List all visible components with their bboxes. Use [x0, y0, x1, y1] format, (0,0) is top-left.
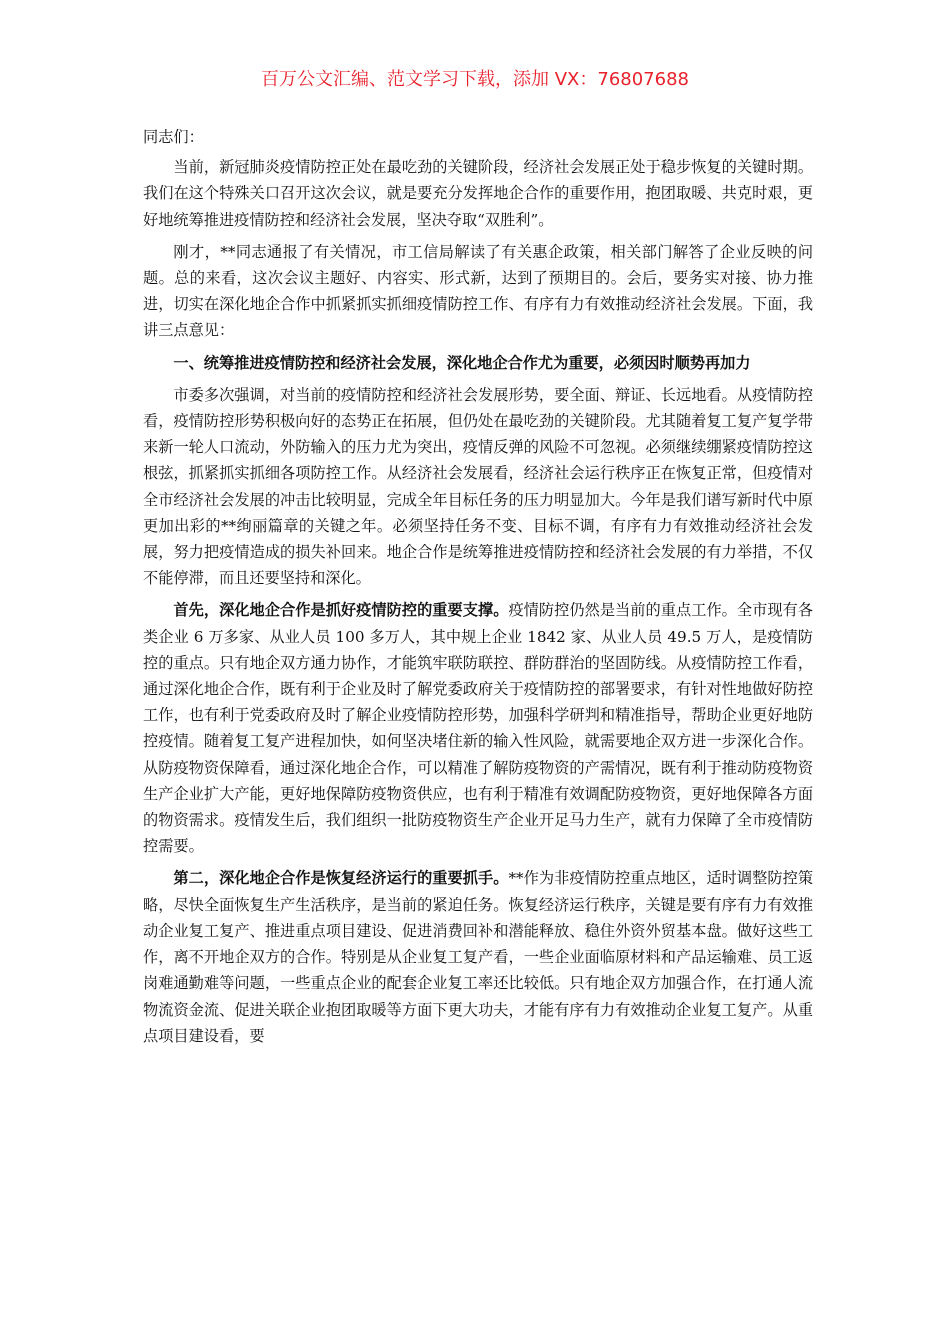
- paragraph-summary: 刚才，**同志通报了有关情况，市工信局解读了有关惠企政策，相关部门解答了企业反映的问题。总的来看，这次会议主题好、内容实、形式新，达到了预期目的。会后，要务实对接、协力推进，切实在深化地企合作中抓紧抓实抓细疫情防控工作、有序有力有效推动经济社会发展。下面，我讲三点意见：: [143, 242, 813, 340]
- point1-paragraph: [143, 597, 813, 859]
- salutation: 同志们：: [143, 128, 204, 146]
- point1-lead: 首先，深化地企合作是抓好疫情防控的重要支撑。: [173, 601, 509, 620]
- point2-text: **作为非疫情防控重点地区，适时调整防控策略，尽快全面恢复生产生活秩序，是当前的紧迫任务。恢复经济运行秩序，关键是要有序有力有效推动企业复工复产、推进重点项目建设、促进消费回补和潜能释放、稳住外资外贸基本盘。做好这些工作，离不开地企双方的合作。特别是从企业复工复产看，一些企业面临原材料和产品运输难、员工返岗难通勤难等问题，一些重点企业的配套企业复工率还比较低。只有地企双方加强合作，在打通人流物流资金流、促进关联企业抱团取暖等方面下更大功夫，才能有序有力有效推动企业复工复产。从重点项目建设看，要: [143, 869, 814, 1045]
- point2-paragraph: [143, 865, 813, 1048]
- section-heading-1: 一、统筹推进疫情防控和经济社会发展，深化地企合作尤为重要，必须因时顺势再加力: [173, 353, 751, 372]
- header-banner: 百万公文汇编、范文学习下载，添加 VX：76807688: [261, 69, 689, 90]
- paragraph-intro: 当前，新冠肺炎疫情防控正处在最吃劲的关键阶段，经济社会发展正处于稳步恢复的关键时期。我们在这个特殊关口召开这次会议，就是要充分发挥地企合作的重要作用，抱团取暖、共克时艰，更好地统筹推进疫情防控和经济社会发展，坚决夺取“双胜利”。: [143, 158, 813, 229]
- point2-lead: 第二，深化地企合作是恢复经济运行的重要抓手。: [173, 869, 509, 888]
- section1-paragraph: 市委多次强调，对当前的疫情防控和经济社会发展形势，要全面、辩证、长远地看。从疫情防控看，疫情防控形势积极向好的态势正在拓展，但仍处在最吃劲的关键阶段。尤其随着复工复产复学带来新一轮人口流动，外防输入的压力尤为突出，疫情反弹的风险不可忽视。必须继续绷紧疫情防控这根弦，抓紧抓实抓细各项防控工作。从经济社会发展看，经济社会运行秩序正在恢复正常，但疫情对全市经济社会发展的冲击比较明显，完成全年目标任务的压力明显加大。今年是我们谱写新时代中原更加出彩的**绚丽篇章的关键之年。必须坚持任务不变、目标不调，有序有力有效推动经济社会发展，努力把疫情造成的损失补回来。地企合作是统筹推进疫情防控和经济社会发展的有力举措，不仅不能停滞，而且还要坚持和深化。: [143, 385, 813, 588]
- document-body: [143, 124, 813, 1055]
- point1-text: 疫情防控仍然是当前的重点工作。全市现有各类企业 6 万多家、从业人员 100 多万人，其中规上企业 1842 家、从业人员 49.5 万人，是疫情防控的重点。只有地企双方通力协作，才能筑牢联防联控、群防群治的坚固防线。从疫情防控工作看，通过深化地企合作，既有利于企业及时了解党委政府关于疫情防控的部署要求，有针对性地做好防控工作，也有利于党委政府及时了解企业疫情防控形势，加强科学研判和精准指导，帮助企业更好地防控疫情。随着复工复产进程加快，如何坚决堵住新的输入性风险，就需要地企双方进一步深化合作。从防疫物资保障看，通过深化地企合作，可以精准了解防疫物资的产需情况，既有利于推动防疫物资生产企业扩大产能，更好地保障防疫物资供应，也有利于精准有效调配防疫物资，更好地保障各方面的物资需求。疫情发生后，我们组织一批防疫物资生产企业开足马力生产，就有力保障了全市疫情防控需要。: [143, 601, 814, 856]
